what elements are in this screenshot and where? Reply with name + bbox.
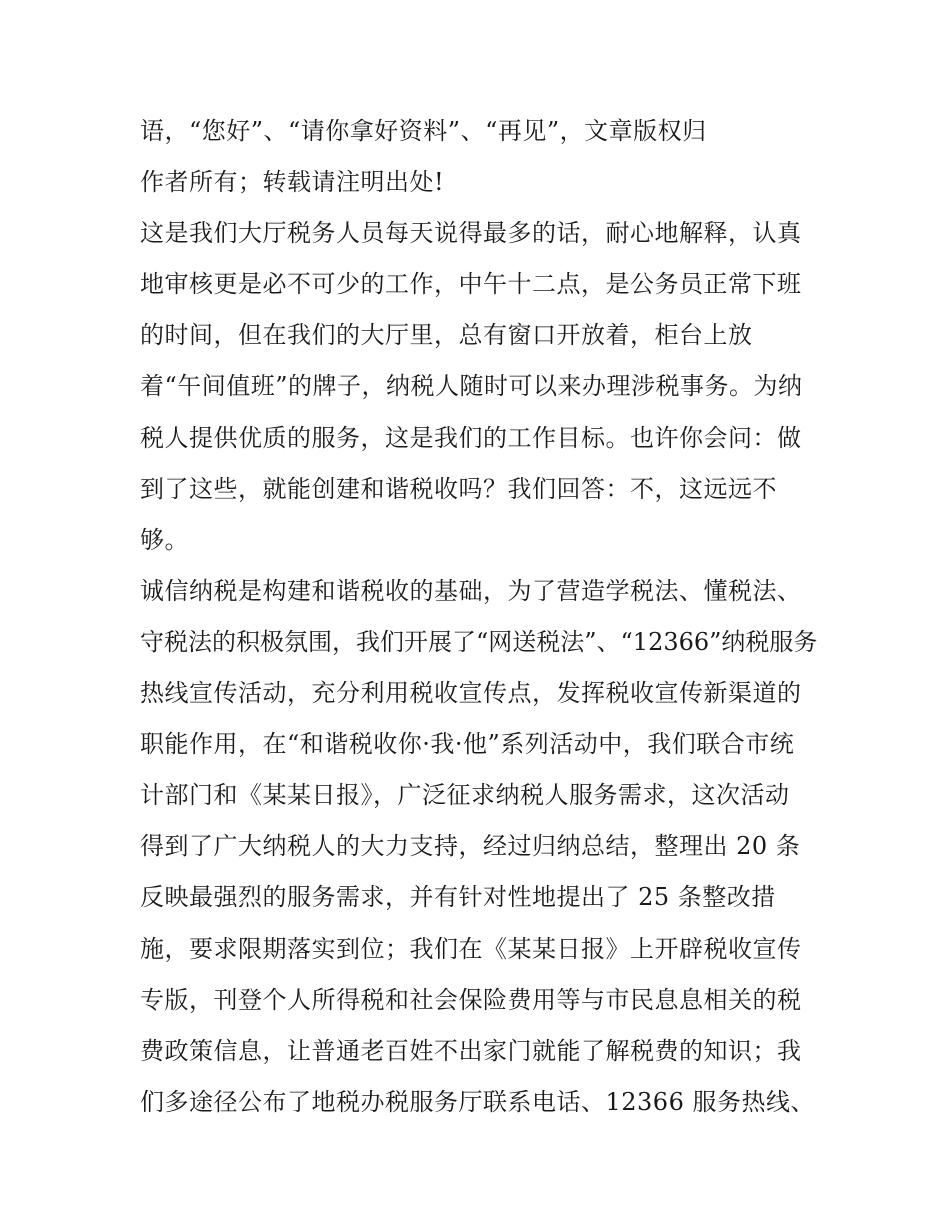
- text-line: 们多途径公布了地税办税服务厅联系电话、12366 服务热线、: [140, 1087, 815, 1116]
- text-line: 热线宣传活动，充分利用税收宣传点，发挥税收宣传新渠道的: [140, 679, 802, 708]
- text-line: 反映最强烈的服务需求，并有针对性地提出了 25 条整改措: [140, 883, 776, 912]
- text-line: 费政策信息，让普通老百姓不出家门就能了解税费的知识；我: [140, 1036, 802, 1065]
- text-line: 诚信纳税是构建和谐税收的基础，为了营造学税法、懂税法、: [140, 576, 802, 605]
- text-line: 施，要求限期落实到位；我们在《某某日报》上开辟税收宣传: [140, 934, 802, 963]
- text-line: 得到了广大纳税人的大力支持，经过归纳总结，整理出 20 条: [140, 832, 801, 861]
- text-line: 专版，刊登个人所得税和社会保险费用等与市民息息相关的税: [140, 985, 802, 1014]
- text-line: 职能作用，在“和谐税收你·我·他”系列活动中，我们联合市统: [140, 730, 795, 759]
- text-line: 着“午间值班”的牌子，纳税人随时可以来办理涉税事务。为纳: [140, 372, 803, 401]
- text-line: 地审核更是必不可少的工作，中午十二点，是公务员正常下班: [140, 270, 802, 299]
- body-text: [140, 106, 820, 1128]
- text-line: 这是我们大厅税务人员每天说得最多的话，耐心地解释，认真: [140, 219, 802, 248]
- text-line: 税人提供优质的服务，这是我们的工作目标。也许你会问：做: [140, 423, 802, 452]
- text-line: 够。: [140, 525, 189, 554]
- text-line: 守税法的积极氛围，我们开展了“网送税法”、“12366”纳税服务: [140, 627, 818, 656]
- text-line: 的时间，但在我们的大厅里，总有窗口开放着，柜台上放: [140, 321, 753, 350]
- text-line: 作者所有；转载请注明出处!: [140, 168, 445, 197]
- text-line: 到了这些，就能创建和谐税收吗？我们回答：不，这远远不: [140, 474, 777, 503]
- text-line: 语，“您好”、“请你拿好资料”、“再见”，文章版权归: [140, 117, 707, 145]
- text-line: 计部门和《某某日报》，广泛征求纳税人服务需求，这次活动: [140, 781, 790, 810]
